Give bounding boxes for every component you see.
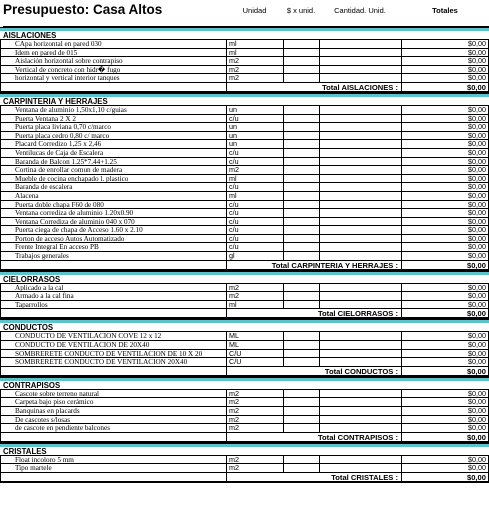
section-total-value: $0,00 [401,83,489,93]
item-description[interactable]: Ventilucas de Caja de Escalera [0,149,226,158]
item-total[interactable]: $0,00 [401,341,489,350]
total-spacer [0,433,226,443]
table-row [0,243,489,252]
item-unit[interactable]: un [226,140,283,149]
total-spacer [0,83,226,93]
table-row [0,292,489,301]
table-row [0,158,489,167]
item-unit[interactable]: c/u [226,149,283,158]
table-row [0,123,489,132]
item-unit[interactable]: m2 [226,284,283,293]
section-total-label: Total CARPINTERIA Y HERRAJES : [226,261,401,271]
item-unit[interactable]: m2 [226,292,283,301]
item-total[interactable]: $0,00 [401,209,489,218]
total-spacer [0,261,226,271]
table-row [0,301,489,310]
table-row [0,201,489,210]
item-quantity[interactable] [319,209,401,218]
item-description[interactable]: CApa horizontal en pared 030 [0,40,226,49]
header-unidad: Unidad [226,0,283,27]
item-quantity[interactable] [319,424,401,433]
item-unit[interactable]: c/u [226,235,283,244]
item-description[interactable]: Banquinas en placards [0,407,226,416]
item-total[interactable]: $0,00 [401,66,489,75]
section-title: CONTRAPISOS [0,381,489,390]
item-unit-price[interactable] [283,332,319,341]
table-row [0,407,489,416]
table-row [0,74,489,83]
section-total-value: $0,00 [401,433,489,443]
section-total-value: $0,00 [401,309,489,319]
item-description[interactable]: Ventana Corrediza de aluminio 040 x 070 [0,218,226,227]
item-unit-price[interactable] [283,158,319,167]
total-spacer [0,473,226,483]
item-quantity[interactable] [319,407,401,416]
item-total[interactable]: $0,00 [401,49,489,58]
table-row [0,390,489,399]
item-unit-price[interactable] [283,175,319,184]
item-unit-price[interactable] [283,350,319,359]
item-unit-price[interactable] [283,57,319,66]
item-unit[interactable]: m2 [226,416,283,425]
item-total[interactable]: $0,00 [401,456,489,465]
item-unit-price[interactable] [283,218,319,227]
item-unit-price[interactable] [283,398,319,407]
item-unit[interactable]: ml [226,175,283,184]
header-row [0,0,489,27]
item-total[interactable]: $0,00 [401,158,489,167]
item-unit-price[interactable] [283,66,319,75]
table-row [0,464,489,473]
table-row [0,456,489,465]
item-total[interactable]: $0,00 [401,218,489,227]
table-row [0,398,489,407]
item-unit[interactable]: C/U [226,358,283,367]
table-row [0,209,489,218]
item-unit[interactable]: c/u [226,218,283,227]
item-quantity[interactable] [319,201,401,210]
item-unit-price[interactable] [283,358,319,367]
item-description[interactable]: Float incoloro 5 mm [0,456,226,465]
item-unit-price[interactable] [283,464,319,473]
item-unit[interactable]: m2 [226,424,283,433]
item-description[interactable]: Puerta doble chapa F60 de 080 [0,201,226,210]
section-title: CONDUCTOS [0,323,489,332]
item-unit[interactable]: gl [226,252,283,261]
section-total-row [0,309,489,319]
item-total[interactable]: $0,00 [401,115,489,124]
table-row [0,416,489,425]
item-description[interactable]: Cortina de enrollar comun de madera [0,166,226,175]
item-description[interactable]: Aislación horizontal sobre contrapiso [0,57,226,66]
item-total[interactable]: $0,00 [401,424,489,433]
section-total-row [0,473,489,483]
item-unit[interactable]: c/u [226,201,283,210]
table-row [0,358,489,367]
section-header [0,27,489,40]
item-quantity[interactable] [319,301,401,310]
item-unit[interactable]: un [226,106,283,115]
item-unit-price[interactable] [283,292,319,301]
section-total-row [0,433,489,443]
item-unit[interactable]: c/u [226,243,283,252]
item-quantity[interactable] [319,341,401,350]
table-row [0,140,489,149]
table-row [0,57,489,66]
item-quantity[interactable] [319,149,401,158]
item-quantity[interactable] [319,158,401,167]
item-unit-price[interactable] [283,40,319,49]
item-total[interactable]: $0,00 [401,252,489,261]
item-unit-price[interactable] [283,123,319,132]
item-unit[interactable]: ml [226,301,283,310]
item-unit[interactable]: m2 [226,57,283,66]
item-total[interactable]: $0,00 [401,149,489,158]
item-total[interactable]: $0,00 [401,57,489,66]
item-description[interactable]: Porton de acceso Autos Automatizado [0,235,226,244]
item-total[interactable]: $0,00 [401,292,489,301]
item-quantity[interactable] [319,115,401,124]
item-description[interactable]: Frente Integral En acceso PB [0,243,226,252]
item-description[interactable]: Puerta placa cedro 0,80 c/ marco [0,132,226,141]
item-description[interactable]: De cascotes s/losas [0,416,226,425]
item-quantity[interactable] [319,49,401,58]
item-description[interactable]: Aplicado a la cal [0,284,226,293]
item-description[interactable]: Ventana de aluminio 1,50x1,10 c/guias [0,106,226,115]
item-unit-price[interactable] [283,140,319,149]
item-description[interactable]: CONDUCTO DE VENTILACION DE 20X40 [0,341,226,350]
table-row [0,40,489,49]
item-unit[interactable]: m2 [226,166,283,175]
item-description[interactable]: Ventana corrediza de aluminio 1.20x0.90 [0,209,226,218]
item-description[interactable]: Placard Corredizo 1,25 x 2,46 [0,140,226,149]
item-quantity[interactable] [319,74,401,83]
section-total-label: Total CONTRAPISOS : [226,433,401,443]
item-description[interactable]: Puerta ciega de chapa de Acceso 1.60 x 2.10 [0,226,226,235]
item-description[interactable]: Trabajos generales [0,252,226,261]
item-total[interactable]: $0,00 [401,301,489,310]
item-quantity[interactable] [319,416,401,425]
item-description[interactable]: Carpeta bajo piso cerámico [0,398,226,407]
table-row [0,132,489,141]
item-quantity[interactable] [319,183,401,192]
item-total[interactable]: $0,00 [401,235,489,244]
item-total[interactable]: $0,00 [401,166,489,175]
item-total[interactable]: $0,00 [401,192,489,201]
table-row [0,350,489,359]
item-quantity[interactable] [319,464,401,473]
section-total-value: $0,00 [401,367,489,377]
item-quantity[interactable] [319,398,401,407]
item-description[interactable]: Cascote sobre terreno natural [0,390,226,399]
item-quantity[interactable] [319,175,401,184]
item-description[interactable]: Baranda de Balcon 1.25*7.44+1.25 [0,158,226,167]
item-unit-price[interactable] [283,252,319,261]
item-total[interactable]: $0,00 [401,226,489,235]
item-quantity[interactable] [319,192,401,201]
section-total-label: Total AISLACIONES : [226,83,401,93]
header-precio: $ x unid. [283,0,319,27]
item-unit-price[interactable] [283,115,319,124]
table-row [0,235,489,244]
item-total[interactable]: $0,00 [401,284,489,293]
item-unit-price[interactable] [283,456,319,465]
item-total[interactable]: $0,00 [401,398,489,407]
item-unit-price[interactable] [283,424,319,433]
item-unit-price[interactable] [283,166,319,175]
item-quantity[interactable] [319,132,401,141]
item-quantity[interactable] [319,226,401,235]
item-description[interactable]: Idem en pared de 015 [0,49,226,58]
item-quantity[interactable] [319,252,401,261]
sheet-body [0,27,489,483]
item-unit[interactable]: ml [226,192,283,201]
item-unit[interactable]: m2 [226,398,283,407]
item-total[interactable]: $0,00 [401,243,489,252]
item-quantity[interactable] [319,292,401,301]
item-description[interactable]: SOMBRERETE CONDUCTO DE VENTILACION 20X40 [0,358,226,367]
table-row [0,49,489,58]
item-unit-price[interactable] [283,284,319,293]
item-unit-price[interactable] [283,192,319,201]
item-unit-price[interactable] [283,407,319,416]
page-title: Presupuesto: Casa Altos [3,0,226,27]
item-unit[interactable]: ml [226,40,283,49]
section-header [0,271,489,284]
item-unit[interactable]: c/u [226,158,283,167]
item-total[interactable]: $0,00 [401,201,489,210]
item-description[interactable]: Mueble de cocina enchapado l. plastico [0,175,226,184]
table-row [0,424,489,433]
section-total-row [0,83,489,93]
item-unit-price[interactable] [283,301,319,310]
item-unit-price[interactable] [283,209,319,218]
section-total-label: Total CONDUCTOS : [226,367,401,377]
section-total-label: Total CIELORRASOS : [226,309,401,319]
item-unit[interactable]: c/u [226,115,283,124]
total-spacer [0,367,226,377]
item-unit-price[interactable] [283,226,319,235]
table-row [0,149,489,158]
item-unit-price[interactable] [283,106,319,115]
section-title: CARPINTERIA Y HERRAJES [0,97,489,106]
item-quantity[interactable] [319,456,401,465]
section-total-value: $0,00 [401,261,489,271]
section-total-row [0,261,489,271]
item-quantity[interactable] [319,123,401,132]
item-description[interactable]: SOMBRERETE CONDUCTO DE VENTILACION DE 10 X 20 [0,350,226,359]
header-totales: Totales [401,0,489,27]
item-unit-price[interactable] [283,183,319,192]
item-description[interactable]: CONDUCTO DE VENTILACION COVE 12 x 12 [0,332,226,341]
item-unit[interactable]: c/u [226,226,283,235]
item-unit[interactable]: C/U [226,350,283,359]
item-total[interactable]: $0,00 [401,183,489,192]
item-unit-price[interactable] [283,390,319,399]
table-row [0,106,489,115]
item-description[interactable]: Puerta Ventana 2 X 2 [0,115,226,124]
item-unit-price[interactable] [283,132,319,141]
item-unit-price[interactable] [283,49,319,58]
section-title: AISLACIONES [0,31,489,40]
table-row [0,175,489,184]
item-quantity[interactable] [319,106,401,115]
item-total[interactable]: $0,00 [401,140,489,149]
item-unit[interactable]: m2 [226,464,283,473]
item-unit[interactable]: m2 [226,456,283,465]
item-quantity[interactable] [319,358,401,367]
item-unit[interactable]: m2 [226,390,283,399]
section-total-value: $0,00 [401,473,489,483]
section-header [0,443,489,456]
item-description[interactable]: Baranda de escalera [0,183,226,192]
section-header [0,377,489,390]
table-row [0,284,489,293]
table-row [0,183,489,192]
total-spacer [0,309,226,319]
item-quantity[interactable] [319,284,401,293]
item-unit-price[interactable] [283,201,319,210]
item-unit-price[interactable] [283,235,319,244]
item-unit[interactable]: c/u [226,183,283,192]
item-total[interactable]: $0,00 [401,358,489,367]
item-description[interactable]: Alacena [0,192,226,201]
item-quantity[interactable] [319,40,401,49]
item-total[interactable]: $0,00 [401,416,489,425]
item-unit[interactable]: un [226,132,283,141]
table-row [0,66,489,75]
item-unit[interactable]: ML [226,332,283,341]
table-row [0,332,489,341]
item-quantity[interactable] [319,235,401,244]
item-unit-price[interactable] [283,341,319,350]
item-description[interactable]: Vertical de concreto con hidr� fugo [0,66,226,75]
item-quantity[interactable] [319,218,401,227]
section-header [0,93,489,106]
item-total[interactable]: $0,00 [401,350,489,359]
item-quantity[interactable] [319,66,401,75]
item-total[interactable]: $0,00 [401,332,489,341]
item-unit[interactable]: ml [226,49,283,58]
section-header [0,319,489,332]
header-cantidad: Cantidad. Unid. [319,0,401,27]
item-unit[interactable]: un [226,123,283,132]
section-title: CIELORRASOS [0,275,489,284]
item-unit[interactable]: c/u [226,209,283,218]
item-unit[interactable]: m2 [226,407,283,416]
item-unit-price[interactable] [283,416,319,425]
table-row [0,218,489,227]
item-total[interactable]: $0,00 [401,106,489,115]
item-total[interactable]: $0,00 [401,390,489,399]
item-unit-price[interactable] [283,149,319,158]
section-total-row [0,367,489,377]
item-total[interactable]: $0,00 [401,123,489,132]
item-description[interactable]: Tipo martele [0,464,226,473]
item-unit-price[interactable] [283,243,319,252]
item-quantity[interactable] [319,243,401,252]
item-unit[interactable]: ML [226,341,283,350]
item-total[interactable]: $0,00 [401,464,489,473]
item-unit-price[interactable] [283,74,319,83]
item-description[interactable]: horizontal y vertical interior tanques [0,74,226,83]
item-quantity[interactable] [319,390,401,399]
item-unit[interactable]: m2 [226,74,283,83]
item-total[interactable]: $0,00 [401,175,489,184]
item-unit[interactable]: m2 [226,66,283,75]
table-row [0,341,489,350]
item-total[interactable]: $0,00 [401,74,489,83]
item-quantity[interactable] [319,332,401,341]
item-description[interactable]: de cascote en pendiente balcones [0,424,226,433]
item-total[interactable]: $0,00 [401,40,489,49]
table-row [0,115,489,124]
item-quantity[interactable] [319,350,401,359]
item-quantity[interactable] [319,166,401,175]
item-description[interactable]: Puerta placa liviana 0,70 c/marco [0,123,226,132]
item-quantity[interactable] [319,140,401,149]
item-quantity[interactable] [319,57,401,66]
section-total-label: Total CRISTALES : [226,473,401,483]
section-title: CRISTALES [0,447,489,456]
table-row [0,226,489,235]
item-total[interactable]: $0,00 [401,407,489,416]
item-description[interactable]: Armado a la cal fina [0,292,226,301]
table-row [0,166,489,175]
table-row [0,252,489,261]
table-row [0,192,489,201]
item-description[interactable]: Taparrollos [0,301,226,310]
item-total[interactable]: $0,00 [401,132,489,141]
